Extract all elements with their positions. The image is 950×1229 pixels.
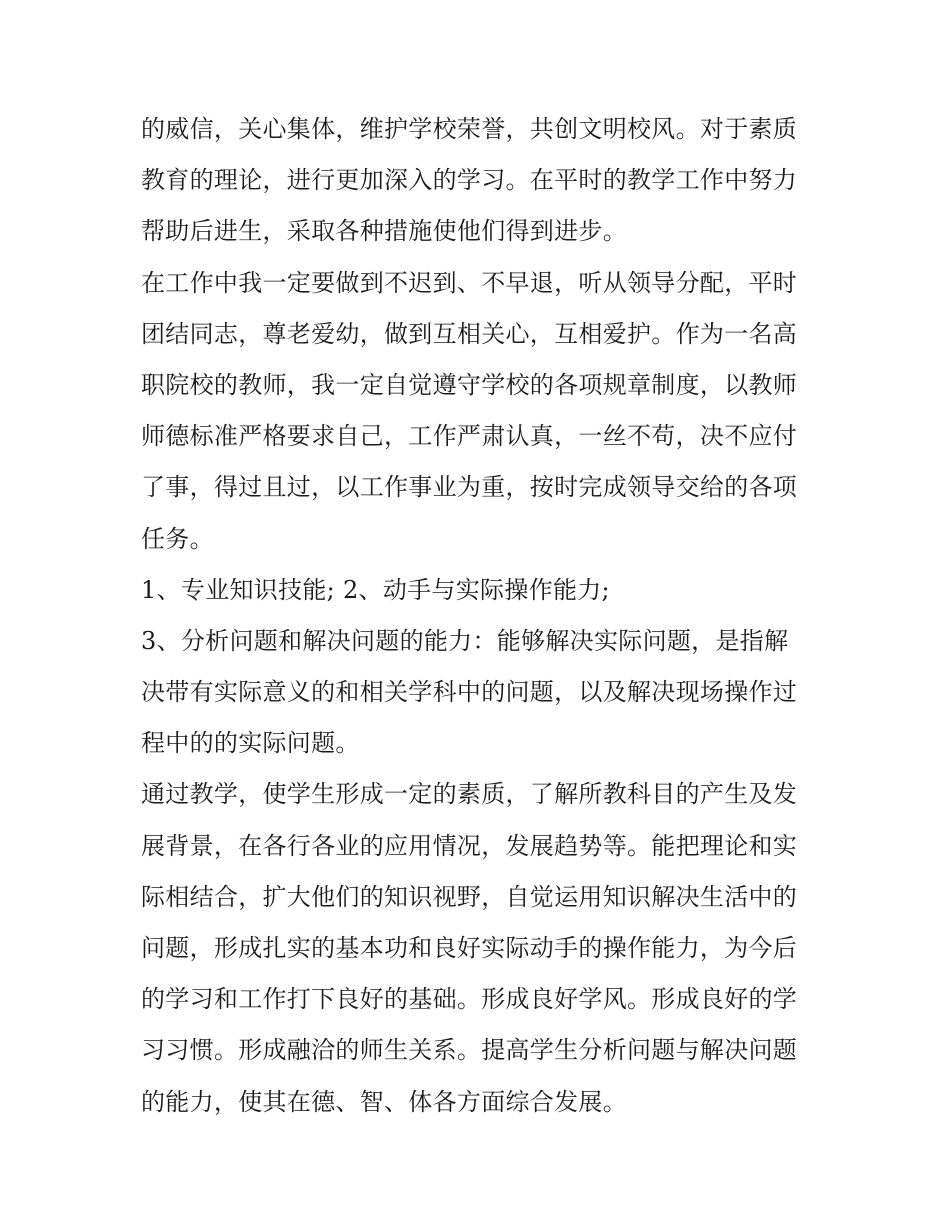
text-line: 的能力，使其在德、智、体各方面综合发展。 bbox=[141, 1087, 627, 1116]
text-line: 师德标准严格要求自己，工作严肃认真，一丝不苟，决不应付 bbox=[141, 422, 798, 451]
text-line: 团结同志，尊老爱幼，做到互相关心，互相爱护。作为一名高 bbox=[141, 319, 798, 348]
text-line: 了事，得过且过，以工作事业为重，按时完成领导交给的各项 bbox=[141, 473, 798, 502]
text-line: 帮助后进生，采取各种措施使他们得到进步。 bbox=[141, 217, 627, 246]
text-line: 通过教学，使学生形成一定的素质，了解所教科目的产生及发 bbox=[141, 780, 798, 809]
text-line: 展背景，在各行各业的应用情况，发展趋势等。能把理论和实 bbox=[141, 831, 798, 860]
text-line: 际相结合，扩大他们的知识视野，自觉运用知识解决生活中的 bbox=[141, 882, 798, 911]
document-body bbox=[141, 104, 813, 1128]
text-line: 任务。 bbox=[141, 524, 214, 553]
text-line: 问题，形成扎实的基本功和良好实际动手的操作能力，为今后 bbox=[141, 934, 798, 962]
text-line: 程中的的实际问题。 bbox=[141, 729, 360, 758]
text-line: 1、专业知识技能; 2、动手与实际操作能力; bbox=[141, 575, 610, 604]
text-line: 习习惯。形成融洽的师生关系。提高学生分析问题与解决问题 bbox=[141, 1036, 798, 1065]
text-line: 的学习和工作打下良好的基础。形成良好学风。形成良好的学 bbox=[141, 985, 798, 1014]
text-line: 的威信，关心集体，维护学校荣誉，共创文明校风。对于素质 bbox=[141, 115, 798, 143]
text-line: 决带有实际意义的和相关学科中的问题，以及解决现场操作过 bbox=[141, 678, 798, 707]
text-line: 教育的理论，进行更加深入的学习。在平时的教学工作中努力 bbox=[141, 166, 798, 195]
text-line: 在工作中我一定要做到不迟到、不早退，听从领导分配，平时 bbox=[141, 268, 798, 297]
text-line: 3、分析问题和解决问题的能力：能够解决实际问题，是指解 bbox=[141, 626, 789, 655]
text-line: 职院校的教师，我一定自觉遵守学校的各项规章制度，以教师 bbox=[141, 370, 798, 399]
